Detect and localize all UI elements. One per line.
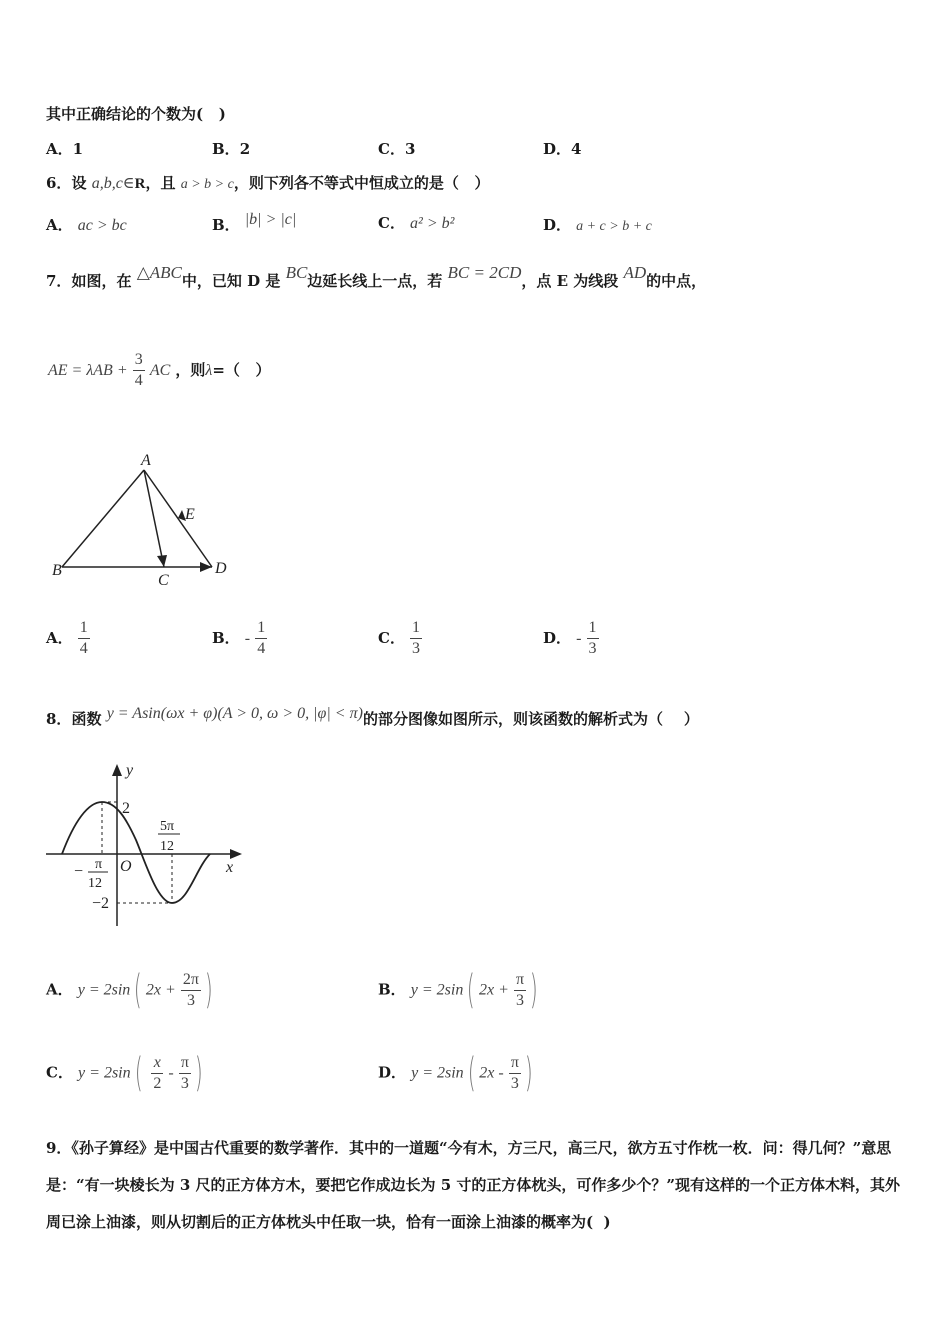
q5-option-a: A．1 <box>46 140 84 158</box>
q5-option-b: B．2 <box>212 140 251 158</box>
label-c: C <box>158 572 169 589</box>
q8-option-b: B． y = 2sin( 2x + $\frac{\pi}{3}$ ) <box>378 967 538 1013</box>
label-five-pi: 5π <box>160 819 175 834</box>
label-neg-two: −2 <box>92 895 110 912</box>
q6-option-b: B． |b| > |c| <box>212 211 297 234</box>
label-e: E <box>185 506 195 523</box>
q8-option-a: A． y = 2sin( 2x + $\frac{2\pi}{3}$ ) <box>46 967 213 1013</box>
sine-curve <box>62 802 210 903</box>
label-b: B <box>52 562 62 579</box>
q8-option-c: C． y = 2sin( $\frac{x}{2}$ - $\frac{\pi}{3}$ ) <box>46 1050 203 1096</box>
triangle-figure <box>40 445 250 595</box>
q5-stem: 其中正确结论的个数为( ) <box>46 105 226 123</box>
label-minus: − <box>74 863 84 880</box>
q6-option-a: A． ac > bc <box>46 216 127 234</box>
q6-option-c: C． a² > b² <box>378 214 455 232</box>
q6-option-d: D． a + c > b + c <box>543 216 652 234</box>
y-axis-arrow <box>112 764 122 776</box>
q6-stem: 6．设 a,b,c∈R，且 a > b > c，则下列各不等式中恒成立的是（ ） <box>46 174 490 192</box>
q8-stem: 8．函数 y = Asin(ωx + φ)(A > 0, ω > 0, |φ| < π)的部分图像如图所示，则该函数的解析式为（ ） <box>46 705 699 728</box>
label-d: D <box>215 560 227 577</box>
label-twelve-left: 12 <box>88 876 102 891</box>
q7-option-d: D． - $\frac{1}{3}$ <box>543 619 597 657</box>
label-twelve-right: 12 <box>160 839 174 854</box>
label-a: A <box>141 452 151 469</box>
q9-text: 9．《孙子算经》是中国古代重要的数学著作．其中的一道题“今有木，方三尺，高三尺，欲方五寸作枕一枚．问：得几何？”意思是：“有一块棱长为 3 尺的正方体方木，要把它作成边长为 5 寸的正方体枕头，可作多少个？”现有这样的一个正方体木料，其外周已涂上油漆，则从切割后的正方体枕头中任取一块，恰有一面涂上油漆的概率为( ) <box>46 1139 901 1231</box>
label-x: x <box>226 859 234 876</box>
label-origin: O <box>120 858 132 875</box>
edge-ab <box>62 470 144 567</box>
label-two: 2 <box>122 800 130 817</box>
q7-option-b: B． - $\frac{1}{4}$ <box>212 619 266 657</box>
q7-option-c: C． $\frac{1}{3}$ <box>378 619 421 657</box>
q7-equation: AE = λAB + $\frac{3}{4}$ AC ，则λ=（ ） <box>48 351 271 389</box>
sine-graph <box>40 758 250 933</box>
label-y: y <box>126 762 134 779</box>
arrow-ac <box>157 555 167 567</box>
q7-option-a: A． $\frac{1}{4}$ <box>46 619 88 657</box>
x-axis-arrow <box>230 849 242 859</box>
q8-option-d: D． y = 2sin( 2x - $\frac{\pi}{3}$ ) <box>378 1050 533 1096</box>
q5-option-d: D．4 <box>543 140 582 158</box>
q7-stem: 7．如图，在 △ABC中，已知 D 是 BC边延长线上一点，若 BC = 2CD，点 E 为线段 AD的中点， <box>46 263 707 290</box>
label-pi: π <box>95 857 103 872</box>
q5-option-c: C．3 <box>378 140 416 158</box>
